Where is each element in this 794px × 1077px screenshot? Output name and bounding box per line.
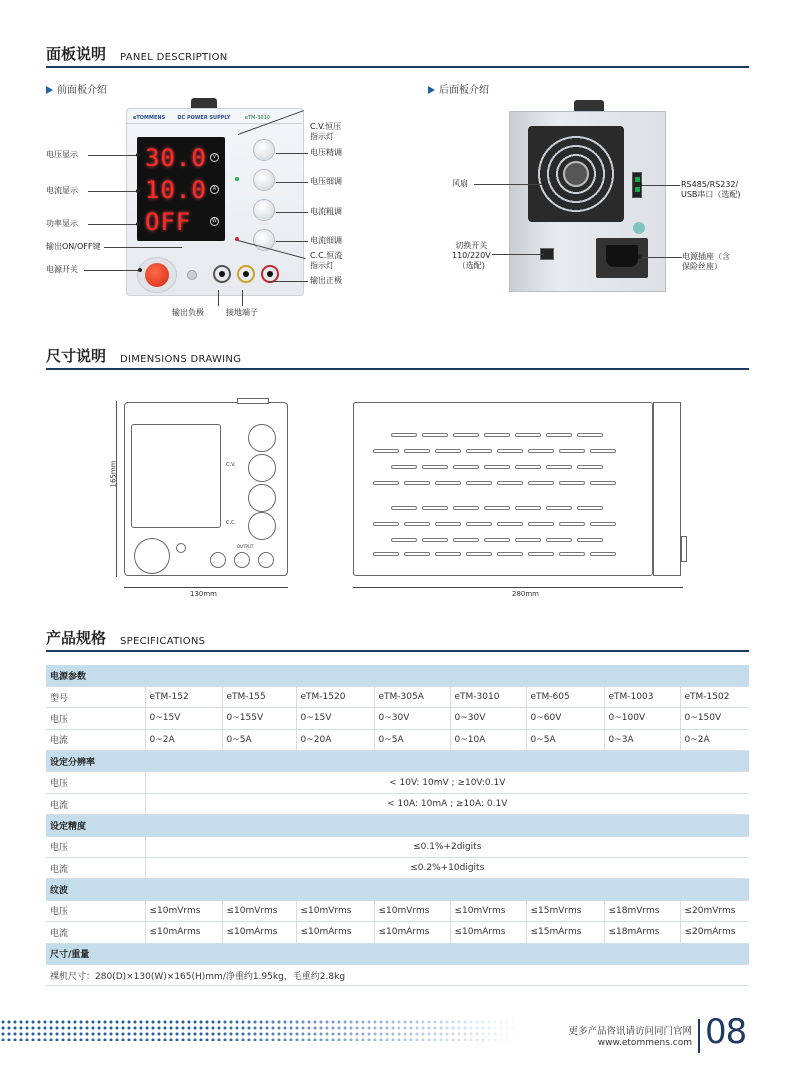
vent-slot	[590, 552, 616, 556]
power-switch-housing	[137, 257, 177, 293]
group-power-params: 电源参数	[46, 665, 749, 686]
section-title-en: DIMENSIONS DRAWING	[120, 354, 242, 365]
label-power-display: 功率显示	[46, 219, 78, 228]
vent-slot	[497, 449, 523, 453]
vent-slot	[373, 552, 399, 556]
vent-slot	[497, 522, 523, 526]
brand-logo: eTOMMENS DC POWER SUPPLY	[133, 115, 231, 121]
label-cc-led: C.C.恒流 指示灯	[310, 251, 343, 270]
vent-slot	[404, 481, 430, 485]
label-current-fine: 电流细调	[310, 236, 342, 245]
dim-depth: 280mm	[512, 590, 539, 598]
vent-slot	[515, 538, 541, 542]
vent-slot	[497, 481, 523, 485]
section-header-specs	[46, 628, 749, 652]
vent-slot	[404, 449, 430, 453]
section-header-panel	[46, 44, 749, 68]
footer-url[interactable]: www.etommens.com	[597, 1038, 692, 1048]
vent-slot	[546, 538, 572, 542]
vent-slot	[435, 552, 461, 556]
knob-outline	[248, 512, 276, 540]
vent-slot	[528, 552, 554, 556]
vent-slot	[528, 522, 554, 526]
fan-icon	[528, 126, 624, 222]
label-current-display: 电流显示	[46, 186, 78, 195]
section-title-zh: 产品规格	[46, 629, 107, 647]
label-output-positive: 输出正极	[310, 276, 342, 285]
unit-v-icon: V	[210, 153, 219, 162]
label-current-coarse: 电流粗调	[310, 207, 342, 216]
terminal-outline	[258, 552, 274, 568]
section-header-dimensions	[46, 346, 749, 370]
vent-slot	[484, 506, 510, 510]
dim-height: 165mm	[109, 460, 118, 488]
fuse-cap-icon	[633, 222, 645, 234]
triangle-icon	[428, 86, 435, 94]
table-row: 电压 ≤0.1%+2digits	[46, 836, 749, 857]
vent-slot	[546, 506, 572, 510]
vent-slot	[484, 433, 510, 437]
table-row: 电流 ≤0.2%+10digits	[46, 858, 749, 879]
negative-terminal[interactable]	[213, 265, 231, 283]
power-readout: OFF	[145, 208, 192, 236]
vent-slot	[435, 481, 461, 485]
vent-slot	[484, 465, 510, 469]
output-mark: OUTPUT	[237, 544, 254, 549]
section-title-zh: 尺寸说明	[46, 347, 107, 365]
label-voltage-coarse: 电压细调	[310, 177, 342, 186]
vent-slot	[559, 481, 585, 485]
group-accuracy: 设定精度	[46, 815, 749, 836]
triangle-icon	[46, 86, 53, 94]
vent-slot	[484, 538, 510, 542]
switch-outline	[134, 538, 170, 574]
spec-table	[46, 665, 749, 986]
voltage-fine-knob[interactable]	[253, 139, 275, 161]
terminal-outline	[210, 552, 226, 568]
table-row: 电流 0~2A 0~5A 0~20A 0~5A 0~10A 0~5A 0~3A 0~2A	[46, 729, 749, 750]
label-cv-led: C.V.恒压 指示灯	[310, 122, 342, 141]
vent-slot	[391, 433, 417, 437]
label-serial-port: RS485/RS232/ USB串口（选配)	[681, 180, 741, 199]
vent-slot	[466, 449, 492, 453]
front-panel-heading: 前面板介绍	[46, 81, 107, 96]
group-ripple: 纹波	[46, 879, 749, 900]
vent-slot	[590, 522, 616, 526]
knob-outline	[248, 424, 276, 452]
vent-slot	[590, 449, 616, 453]
footer-dot-pattern	[0, 1019, 520, 1041]
vent-slot	[373, 449, 399, 453]
ground-terminal[interactable]	[237, 265, 255, 283]
vent-slot	[453, 506, 479, 510]
vent-slot	[559, 522, 585, 526]
vent-slot	[404, 522, 430, 526]
unit-a-icon: A	[210, 185, 219, 194]
vent-slot	[453, 465, 479, 469]
vent-slot	[515, 465, 541, 469]
vent-slot	[453, 538, 479, 542]
current-readout: 10.0	[145, 176, 207, 204]
current-coarse-knob[interactable]	[253, 199, 275, 221]
vent-slot	[546, 433, 572, 437]
handle-side-outline	[681, 536, 687, 562]
section-title-en: PANEL DESCRIPTION	[120, 52, 228, 63]
label-output-negative: 输出负极	[172, 308, 204, 317]
label-power-socket: 电源插座（含 保险丝座）	[682, 252, 730, 271]
vent-slot	[435, 449, 461, 453]
front-panel-image	[126, 108, 304, 296]
button-outline	[176, 543, 186, 553]
terminal-outline	[234, 552, 250, 568]
label-voltage-fine: 电压精调	[310, 148, 342, 157]
vent-slot	[404, 552, 430, 556]
label-output-key: 输出ON/OFF键	[46, 242, 101, 251]
display-outline	[131, 424, 221, 528]
vent-slot	[528, 449, 554, 453]
vent-slot	[391, 538, 417, 542]
output-onoff-button[interactable]	[187, 270, 197, 280]
vent-slot	[466, 552, 492, 556]
label-fan: 风扇	[452, 179, 468, 188]
cv-mark: C.V.	[226, 462, 236, 468]
table-row: 型号 eTM-152 eTM-155 eTM-1520 eTM-305A eTM-3010 eTM-605 eTM-1003 eTM-1502	[46, 686, 749, 707]
footer-tagline: 更多产品咨讯请访问同门官网	[568, 1026, 692, 1037]
knob-outline	[248, 484, 276, 512]
table-row: 裸机尺寸：280(D)×130(W)×165(H)mm/净重约1.95kg，毛重约2.8kg	[46, 964, 749, 985]
front-lip-outline	[653, 402, 681, 576]
display-panel	[137, 137, 225, 241]
vent-slot	[577, 433, 603, 437]
table-row: 电流 ≤10mArms ≤10mArms ≤10mArms ≤10mArms ≤10mArms ≤15mArms ≤18mArms ≤20mArms	[46, 922, 749, 943]
dim-width: 130mm	[190, 590, 217, 598]
vent-slot	[391, 465, 417, 469]
label-power-switch: 电源开关	[46, 265, 78, 274]
model-badge: eTM-3010	[245, 115, 270, 121]
table-row: 电压 0~15V 0~155V 0~15V 0~30V 0~30V 0~60V 0~100V 0~150V	[46, 708, 749, 729]
group-resolution: 设定分辨率	[46, 751, 749, 772]
rear-panel-heading: 后面板介绍	[428, 81, 489, 96]
vent-slot	[422, 465, 448, 469]
vent-slot	[515, 433, 541, 437]
vent-slot	[391, 506, 417, 510]
section-title-en: SPECIFICATIONS	[120, 636, 206, 647]
vent-slot	[453, 433, 479, 437]
label-voltage-switch: 切换开关 110/220V （选配)	[452, 241, 491, 270]
vent-slot	[373, 522, 399, 526]
table-row: 电压 ≤10mVrms ≤10mVrms ≤10mVrms ≤10mVrms ≤10mVrms ≤15mVrms ≤18mVrms ≤20mVrms	[46, 900, 749, 921]
vent-slot	[515, 506, 541, 510]
table-row: 电压 < 10V: 10mV ; ≥10V:0.1V	[46, 772, 749, 793]
footer-divider	[698, 1019, 700, 1053]
vent-slot	[559, 449, 585, 453]
vent-slot	[466, 522, 492, 526]
side-outline	[353, 402, 653, 576]
unit-w-icon: W	[210, 217, 219, 226]
vent-slot	[422, 506, 448, 510]
voltage-coarse-knob[interactable]	[253, 169, 275, 191]
knob-outline	[248, 454, 276, 482]
handle-outline	[237, 398, 269, 404]
vent-slot	[546, 465, 572, 469]
vent-slot	[577, 465, 603, 469]
vent-slot	[559, 552, 585, 556]
vent-slot	[528, 481, 554, 485]
label-voltage-display: 电压显示	[46, 150, 78, 159]
vent-slot	[435, 522, 461, 526]
group-size-weight: 尺寸/重量	[46, 943, 749, 964]
vent-slot	[422, 433, 448, 437]
section-title-zh: 面板说明	[46, 45, 107, 63]
vent-slot	[497, 552, 523, 556]
page-number: 08	[705, 1012, 747, 1052]
cc-mark: C.C.	[226, 520, 237, 526]
vent-slot	[373, 481, 399, 485]
vent-slot	[577, 538, 603, 542]
voltage-readout: 30.0	[145, 144, 207, 172]
power-switch[interactable]	[145, 263, 169, 287]
vent-slot	[422, 538, 448, 542]
table-row: 电流 < 10A: 10mA ; ≥10A: 0.1V	[46, 793, 749, 814]
label-ground: 接地端子	[226, 308, 258, 317]
vent-slot	[590, 481, 616, 485]
vent-slot	[466, 481, 492, 485]
vent-slot	[577, 506, 603, 510]
cv-led-icon	[235, 177, 239, 181]
